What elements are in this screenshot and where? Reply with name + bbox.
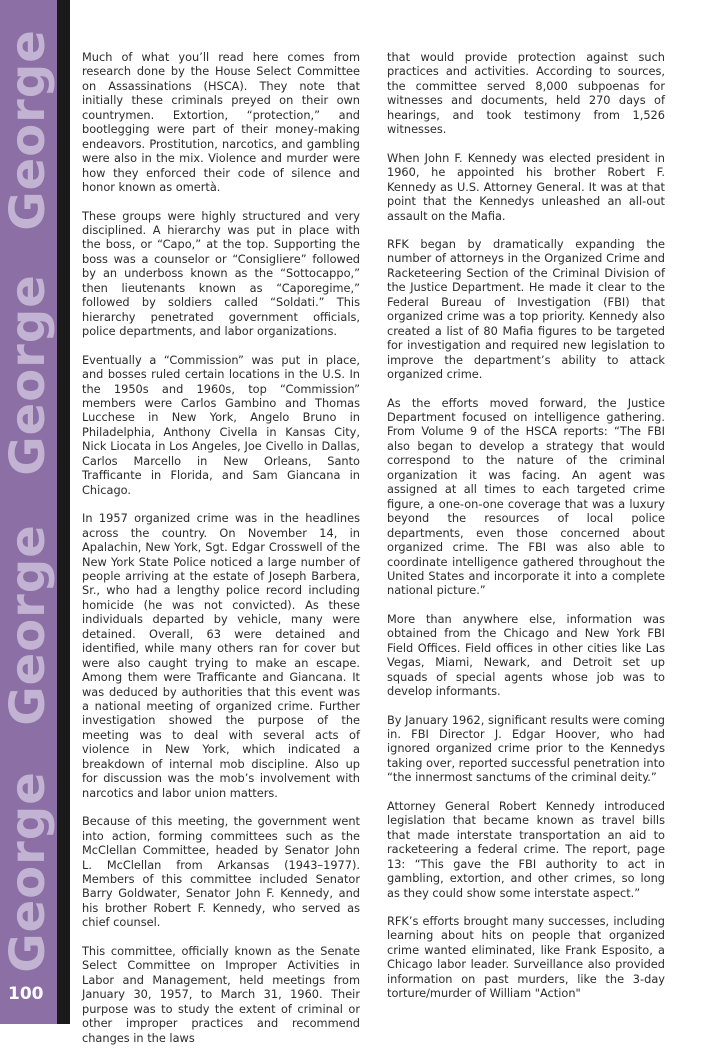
paragraph: In 1957 organized crime was in the headlines across the country. On November 14, in Apalachin, New York, Sgt. Edgar Crosswell of the New York State Police noticed a large number of people arriving at the estate of Joseph Barbera, Sr., who had a lengthy police record including homicide (he was not convicted). As these individuals departed by vehicle, many were detained. Overall, 63 were detained and identified, while many others ran for cover but were also caught trying to make an escape. Among them were Trafficante and Giancana. It was deduced by authorities that this event was a national meeting of organized crime. Further investigation showed the purpose of the meeting was to deal with several acts of violence in New York, which indicated a breakdown of internal mob discipline. Also up for discussion was the mob’s involvement with narcotics and labor union matters. [82,511,360,800]
page-number: 100 [8,984,44,1004]
paragraph: As the efforts moved forward, the Justice Department focused on intelligence gathering. From Volume 9 of the HSCA reports: “The FBI also began to develop a strategy that would correspond to the nature of the criminal organization it was facing. An agent was assigned at all times to each targeted crime figure, a one-on-one coverage that was a luxury beyond the resources of local police departments, even those concerned about organized crime. The FBI was also able to coordinate intelligence gathered throughout the United States and incorporate it into a complete national picture.” [387,395,665,598]
sidebar-word: George [0,524,56,726]
sidebar-edge-stripe [57,0,70,1024]
paragraph: Because of this meeting, the government went into action, forming committees such as the McClellan Committee, headed by Senator John L. McClellan from Arkansas (1943–1977). Members of this committee included Senator Barry Goldwater, Senator John F. Kennedy, and his brother Robert F. Kennedy, who served as chief counsel. [82,814,360,930]
sidebar-word: George [0,771,56,973]
paragraph: Attorney General Robert Kennedy introduced legislation that became known as travel bills that made interstate transportation an aid to racketeering a federal crime. The report, page 13: “This gave the FBI authority to act in gambling, extortion, and other crimes, so long as they could show some interstate aspect.” [387,798,665,900]
paragraph: RFK began by dramatically expanding the number of attorneys in the Organized Crime and Racketeering Section of the Criminal Division of the Justice Department. He made it clear to the Federal Bureau of Investigation (FBI) that organized crime was a top priority. Kennedy also created a list of 80 Mafia figures to be targeted for investigation and required new legislation to improve the department’s ability to attack organized crime. [387,236,665,382]
left-column [82,50,360,1059]
paragraph: When John F. Kennedy was elected president in 1960, he appointed his brother Robert F. Kennedy as U.S. Attorney General. It was at that point that the Kennedys unleashed an all-out assault on the Mafia. [387,150,665,223]
paragraph: More than anywhere else, information was obtained from the Chicago and New York FBI Field Offices. Field offices in other cities like Las Vegas, Miami, Newark, and Detroit set up squads of special agents whose job was to develop informants. [387,611,665,699]
paragraph: Eventually a “Commission” was put in place, and bosses ruled certain locations in the U.S. In the 1950s and 1960s, top “Commission” members were Carlos Gambino and Thomas Lucchese in New York, Angelo Bruno in Philadelphia, Anthony Civella in Kansas City, Nick Liocata in Los Angeles, Joe Civello in Dallas, Carlos Marcello in New Orleans, Santo Trafficante in Florida, and Sam Giancana in Chicago. [82,352,360,497]
paragraph: Much of what you’ll read here comes from research done by the House Select Committee on Assassinations (HSCA). They note that initially these criminals preyed on their own countrymen. Extortion, “protection,” and bootlegging were part of their money-making endeavors. Prostitution, narcotics, and gambling were also in the mix. Violence and murder were how they enforced their code of silence and honor known as omertà. [82,50,360,195]
paragraph: that would provide protection against such practices and activities. According to sources, the committee served 8,000 subpoenas for witnesses and documents, held 270 days of hearings, and took testimony from 1,526 witnesses. [387,50,665,137]
sidebar-word: George [0,274,56,476]
paragraph: These groups were highly structured and very disciplined. A hierarchy was put in place with the boss, or “Capo,” at the top. Supporting the boss was a counselor or “Consigliere” followed by an underboss known as the “Sottocappo,” then lieutenants known as “Caporegime,” followed by soldiers called “Soldati.” This hierarchy penetrated government officials, police departments, and labor organizations. [82,208,360,339]
paragraph: This committee, officially known as the Senate Select Committee on Improper Activities in Labor and Management, held meetings from January 30, 1957, to March 31, 1960. Their purpose was to study the extent of criminal or other improper practices and recommend changes in the laws [82,943,360,1045]
paragraph: By January 1962, significant results were coming in. FBI Director J. Edgar Hoover, who had ignored organized crime prior to the Kennedys taking over, reported successful penetration into “the innermost sanctums of the criminal deity.” [387,712,665,785]
sidebar-word: George [0,29,56,231]
paragraph: RFK’s efforts brought many successes, including learning about hits on people that organized crime wanted eliminated, like Frank Esposito, a Chicago labor leader. Surveillance also provided information on past murders, like the 3-day torture/murder of William "Action" [387,914,665,1001]
right-column [387,50,665,1015]
side-bar [0,0,57,1024]
